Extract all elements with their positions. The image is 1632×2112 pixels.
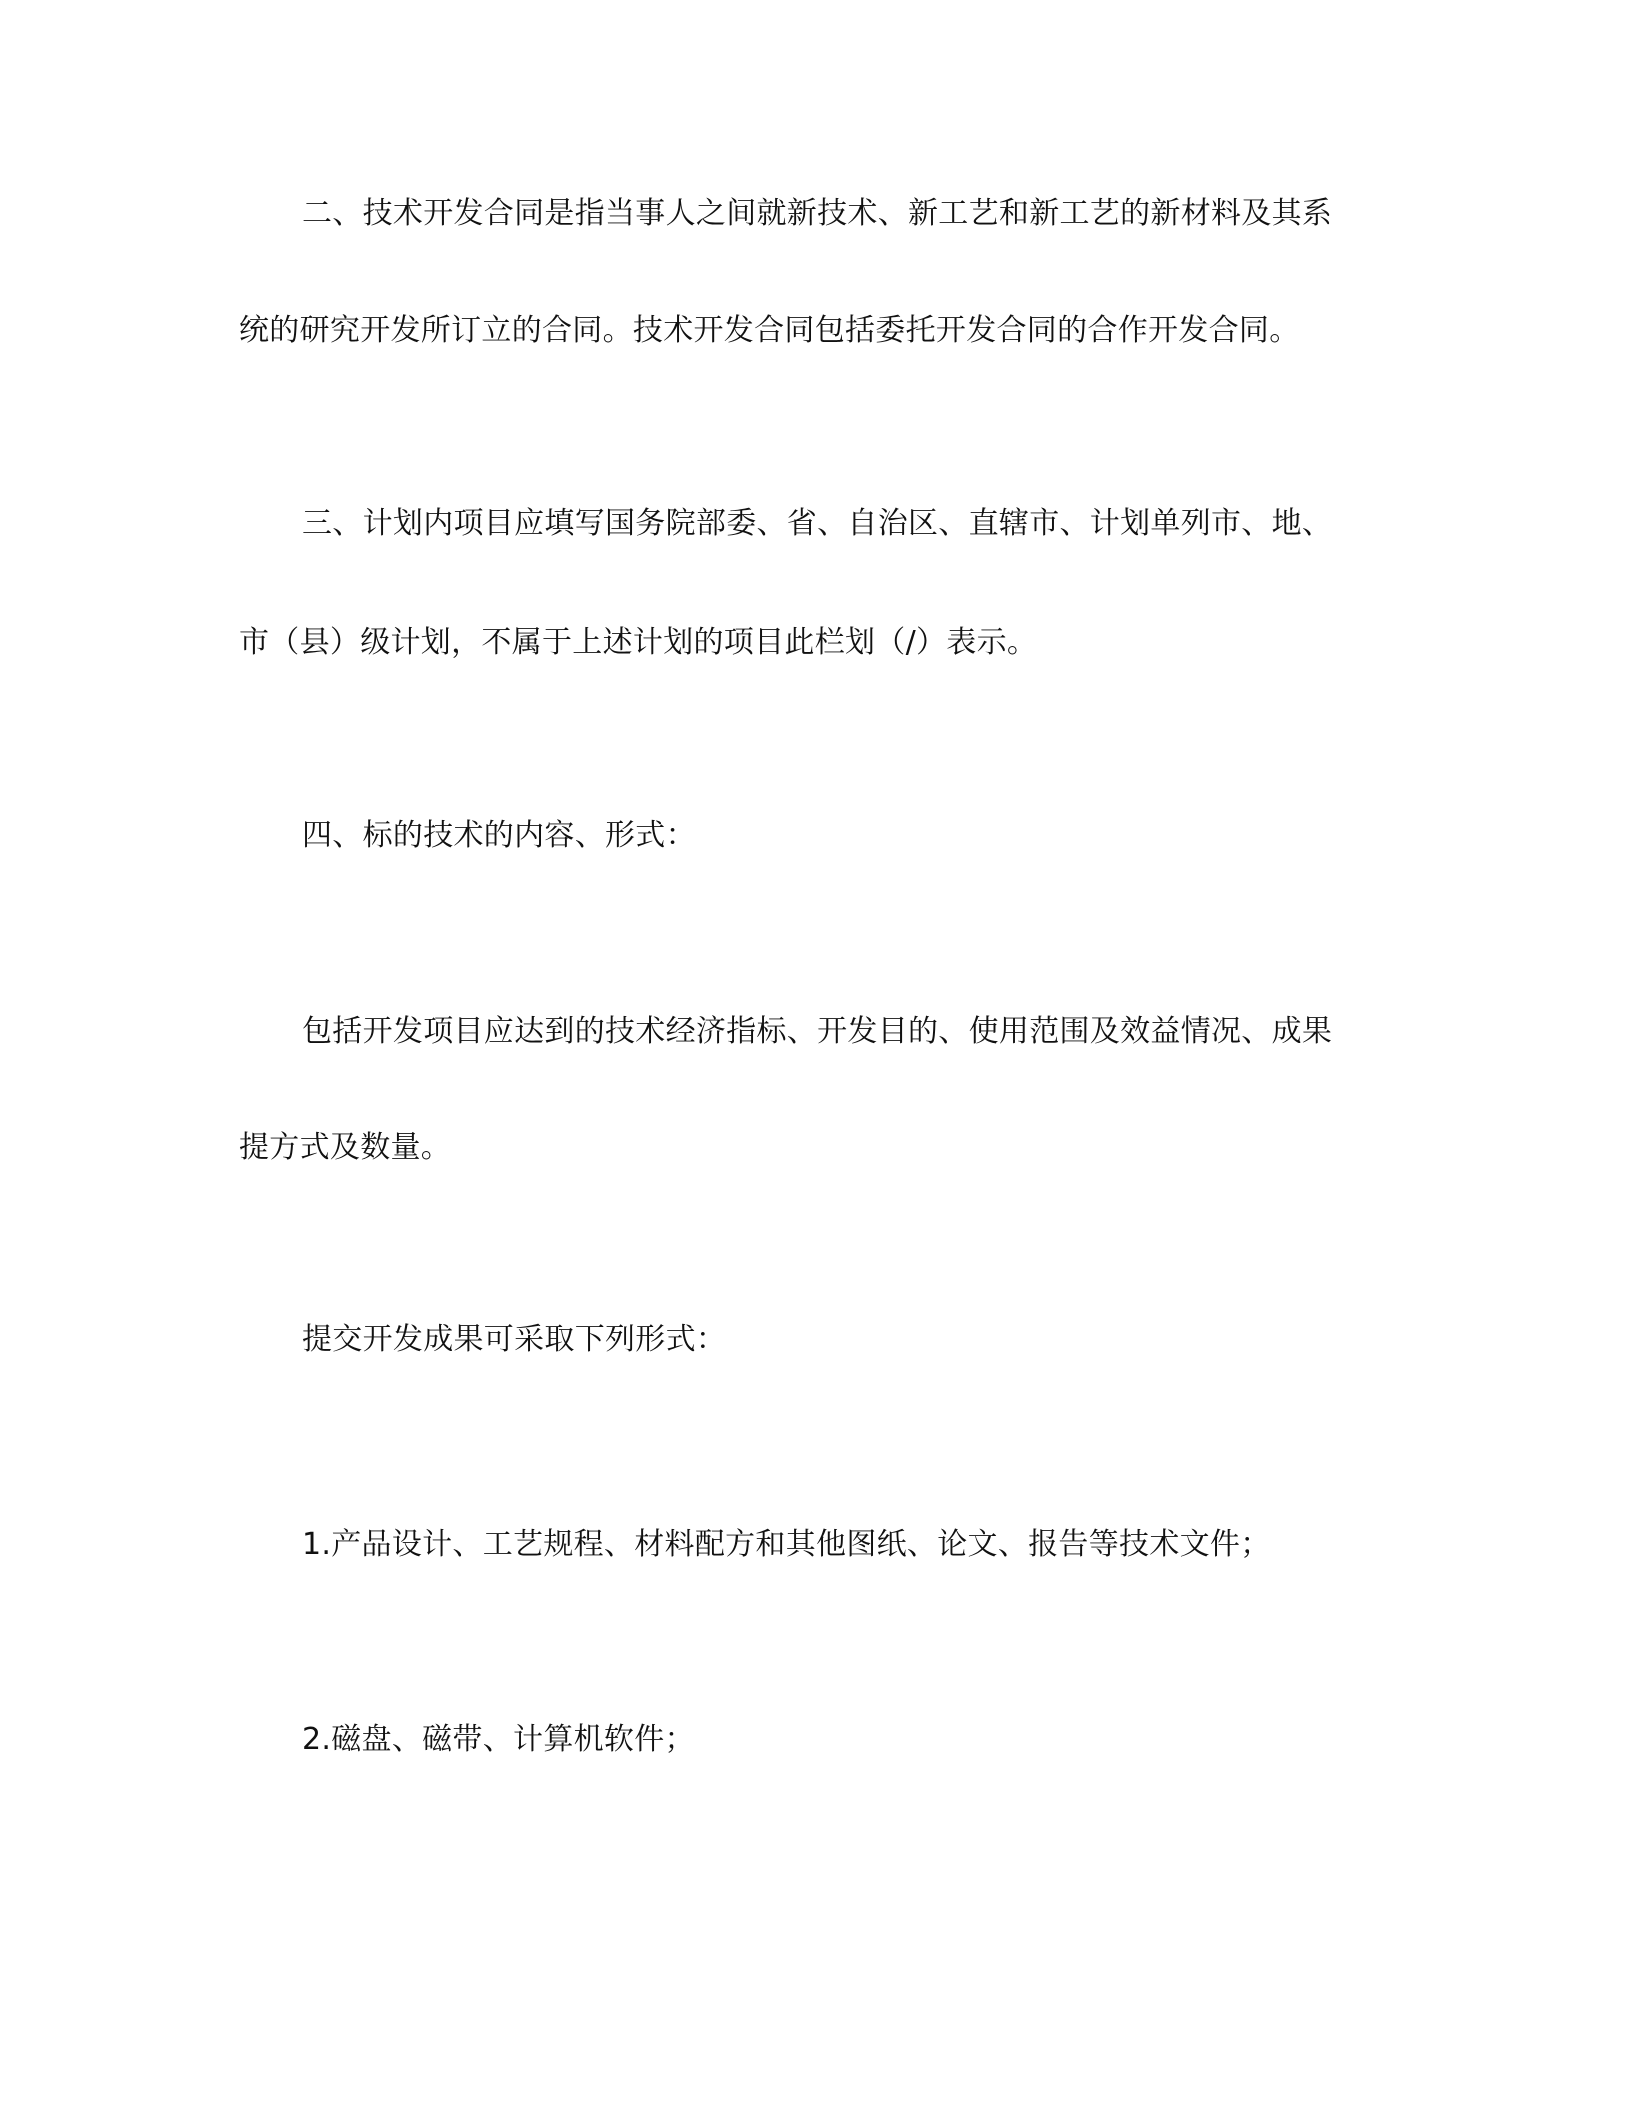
paragraph-content-line-1: 包括开发项目应达到的技术经济指标、开发目的、使用范围及效益情况、成果 [302, 1014, 1333, 1049]
paragraph-3-line-2: 市（县）级计划，不属于上述计划的项目此栏划（/）表示。 [239, 625, 1038, 660]
paragraph-4-heading: 四、标的技术的内容、形式： [302, 818, 696, 853]
paragraph-3-line-1: 三、计划内项目应填写国务院部委、省、自治区、直辖市、计划单列市、地、 [302, 506, 1333, 541]
paragraph-2-line-1: 二、技术开发合同是指当事人之间就新技术、新工艺和新工艺的新材料及其系 [302, 196, 1333, 231]
paragraph-2-line-2: 统的研究开发所订立的合同。技术开发合同包括委托开发合同的合作开发合同。 [239, 313, 1300, 348]
paragraph-forms-intro: 提交开发成果可采取下列形式： [302, 1322, 727, 1357]
list-item-2: 2.磁盘、磁带、计算机软件； [302, 1722, 695, 1757]
list-item-1: 1.产品设计、工艺规程、材料配方和其他图纸、论文、报告等技术文件； [302, 1527, 1271, 1562]
paragraph-content-line-2: 提方式及数量。 [239, 1130, 452, 1165]
